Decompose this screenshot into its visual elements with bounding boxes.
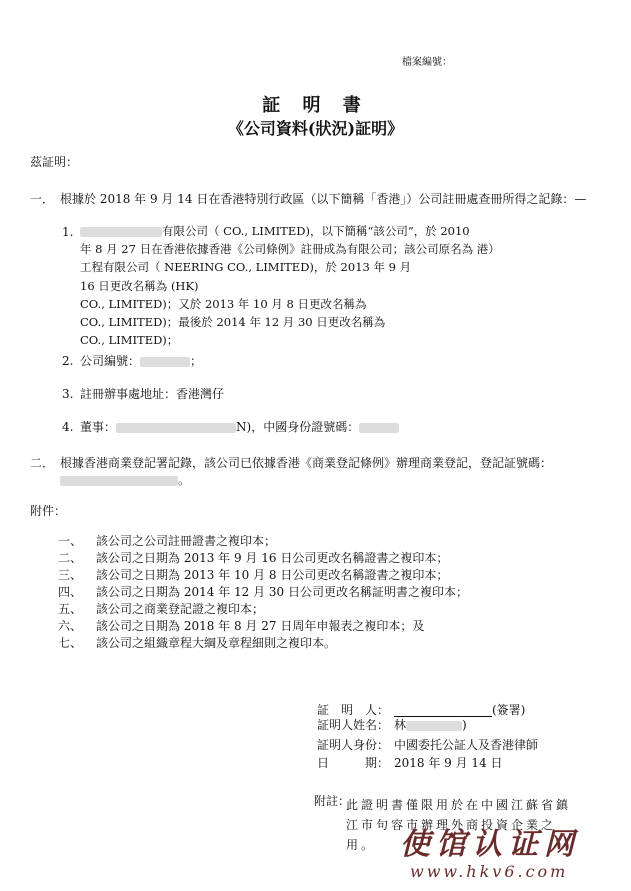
item-1-number: 1.	[62, 225, 74, 239]
attachment-number: 七、	[58, 636, 83, 650]
item-2-number: 2.	[62, 354, 74, 368]
attachment-number: 一、	[58, 534, 83, 548]
name-value: 林 )	[394, 718, 467, 732]
attachment-text: 該公司之日期為 2018 年 8 月 27 日周年申報表之複印本；及	[96, 619, 425, 633]
date-label: 日 期：	[317, 756, 390, 770]
date-value: 2018 年 9 月 14 日	[394, 756, 503, 770]
section-1-number: 一．	[30, 192, 55, 206]
attachment-text: 該公司之日期為 2013 年 10 月 8 日公司更改名稱證書之複印本；	[96, 568, 449, 582]
name-label: 証明人姓名：	[317, 718, 390, 732]
attachment-text: 該公司之日期為 2014 年 12 月 30 日公司更改名稱証明書之複印本；	[96, 585, 468, 599]
item-3-text: 註冊辦事處地址：香港灣仔	[80, 387, 225, 401]
item-2-text: 公司編號： ；	[80, 354, 203, 368]
redaction	[140, 357, 190, 367]
witness-label: 証 明 人：	[317, 703, 390, 717]
item-4-number: 4.	[62, 420, 74, 434]
watermark-logo: 使馆认证网	[400, 827, 580, 862]
redaction	[116, 423, 236, 433]
attachment-number: 二、	[58, 551, 83, 565]
watermark-url: www.hkv6.com	[410, 862, 569, 881]
section-1-text: 根據於 2018 年 9 月 14 日在香港特別行政區（以下簡稱「香港」）公司註冊處查冊所得之記錄：—	[60, 192, 587, 206]
attachments-label: 附件：	[30, 504, 67, 518]
attachment-text: 該公司之公司註冊證書之複印本；	[96, 534, 277, 548]
identity-value: 中國委托公証人及香港律師	[394, 738, 539, 752]
section-2-continuation: 。	[60, 474, 190, 486]
attachment-number: 六、	[58, 619, 83, 633]
identity-label: 証明人身份：	[317, 738, 390, 752]
attachment-number: 五、	[58, 602, 83, 616]
item-1-line: CO., LIMITED)；又於 2013 年 10 月 8 日更改名稱為	[80, 296, 367, 311]
attachment-text: 該公司之組織章程大綱及章程細則之複印本。	[96, 636, 337, 650]
item-1-line: 工程有限公司（ NEERING CO., LIMITED)，於 2013 年 9 月	[80, 260, 412, 275]
signature-line	[394, 704, 492, 717]
file-number-label: 檔案編號：	[402, 57, 452, 68]
section-2-text: 根據香港商業登記署記錄，該公司已依據香港《商業登記條例》辦理商業登記，登記証號碼：	[60, 456, 553, 470]
attachment-text: 該公司之商業登記證之複印本；	[96, 602, 265, 616]
note-label: 附註：	[314, 794, 351, 808]
item-4-text: 董事： N)，中國身份證號碼：	[80, 421, 399, 433]
attachment-number: 四、	[58, 585, 83, 599]
item-1-line: CO., LIMITED)；最後於 2014 年 12 月 30 日更改名稱為	[80, 315, 386, 330]
document-title: 証 明 書	[262, 95, 369, 116]
item-1-line: 年 8 月 27 日在香港依據香港《公司條例》註冊成為有限公司；該公司原名為 港）	[80, 242, 500, 257]
item-1-paragraph	[80, 222, 612, 349]
redaction	[406, 721, 462, 731]
redaction	[60, 476, 178, 486]
redaction	[80, 227, 162, 237]
attachment-number: 三、	[58, 568, 83, 582]
intro-text: 茲証明：	[30, 155, 79, 169]
item-1-line: 16 日更改名稱為 (HK)	[80, 278, 199, 293]
note-text: 此證明書僅限用於在中國江蘇省鎮江市句容市辦理外商投資企業之用。	[346, 798, 572, 852]
item-1-line: 有限公司（ CO., LIMITED)，以下簡稱“該公司”，於 2010	[80, 222, 612, 240]
witness-signature: (簽署)	[394, 704, 525, 717]
document-subtitle: 《公司資料(狀況)証明》	[227, 119, 404, 138]
attachment-text: 該公司之日期為 2013 年 9 月 16 日公司更改名稱證書之複印本；	[96, 551, 449, 565]
section-2-number: 二．	[30, 456, 55, 470]
item-1-line: CO., LIMITED)；	[80, 333, 179, 348]
redaction	[359, 423, 399, 433]
item-3-number: 3.	[62, 387, 74, 401]
